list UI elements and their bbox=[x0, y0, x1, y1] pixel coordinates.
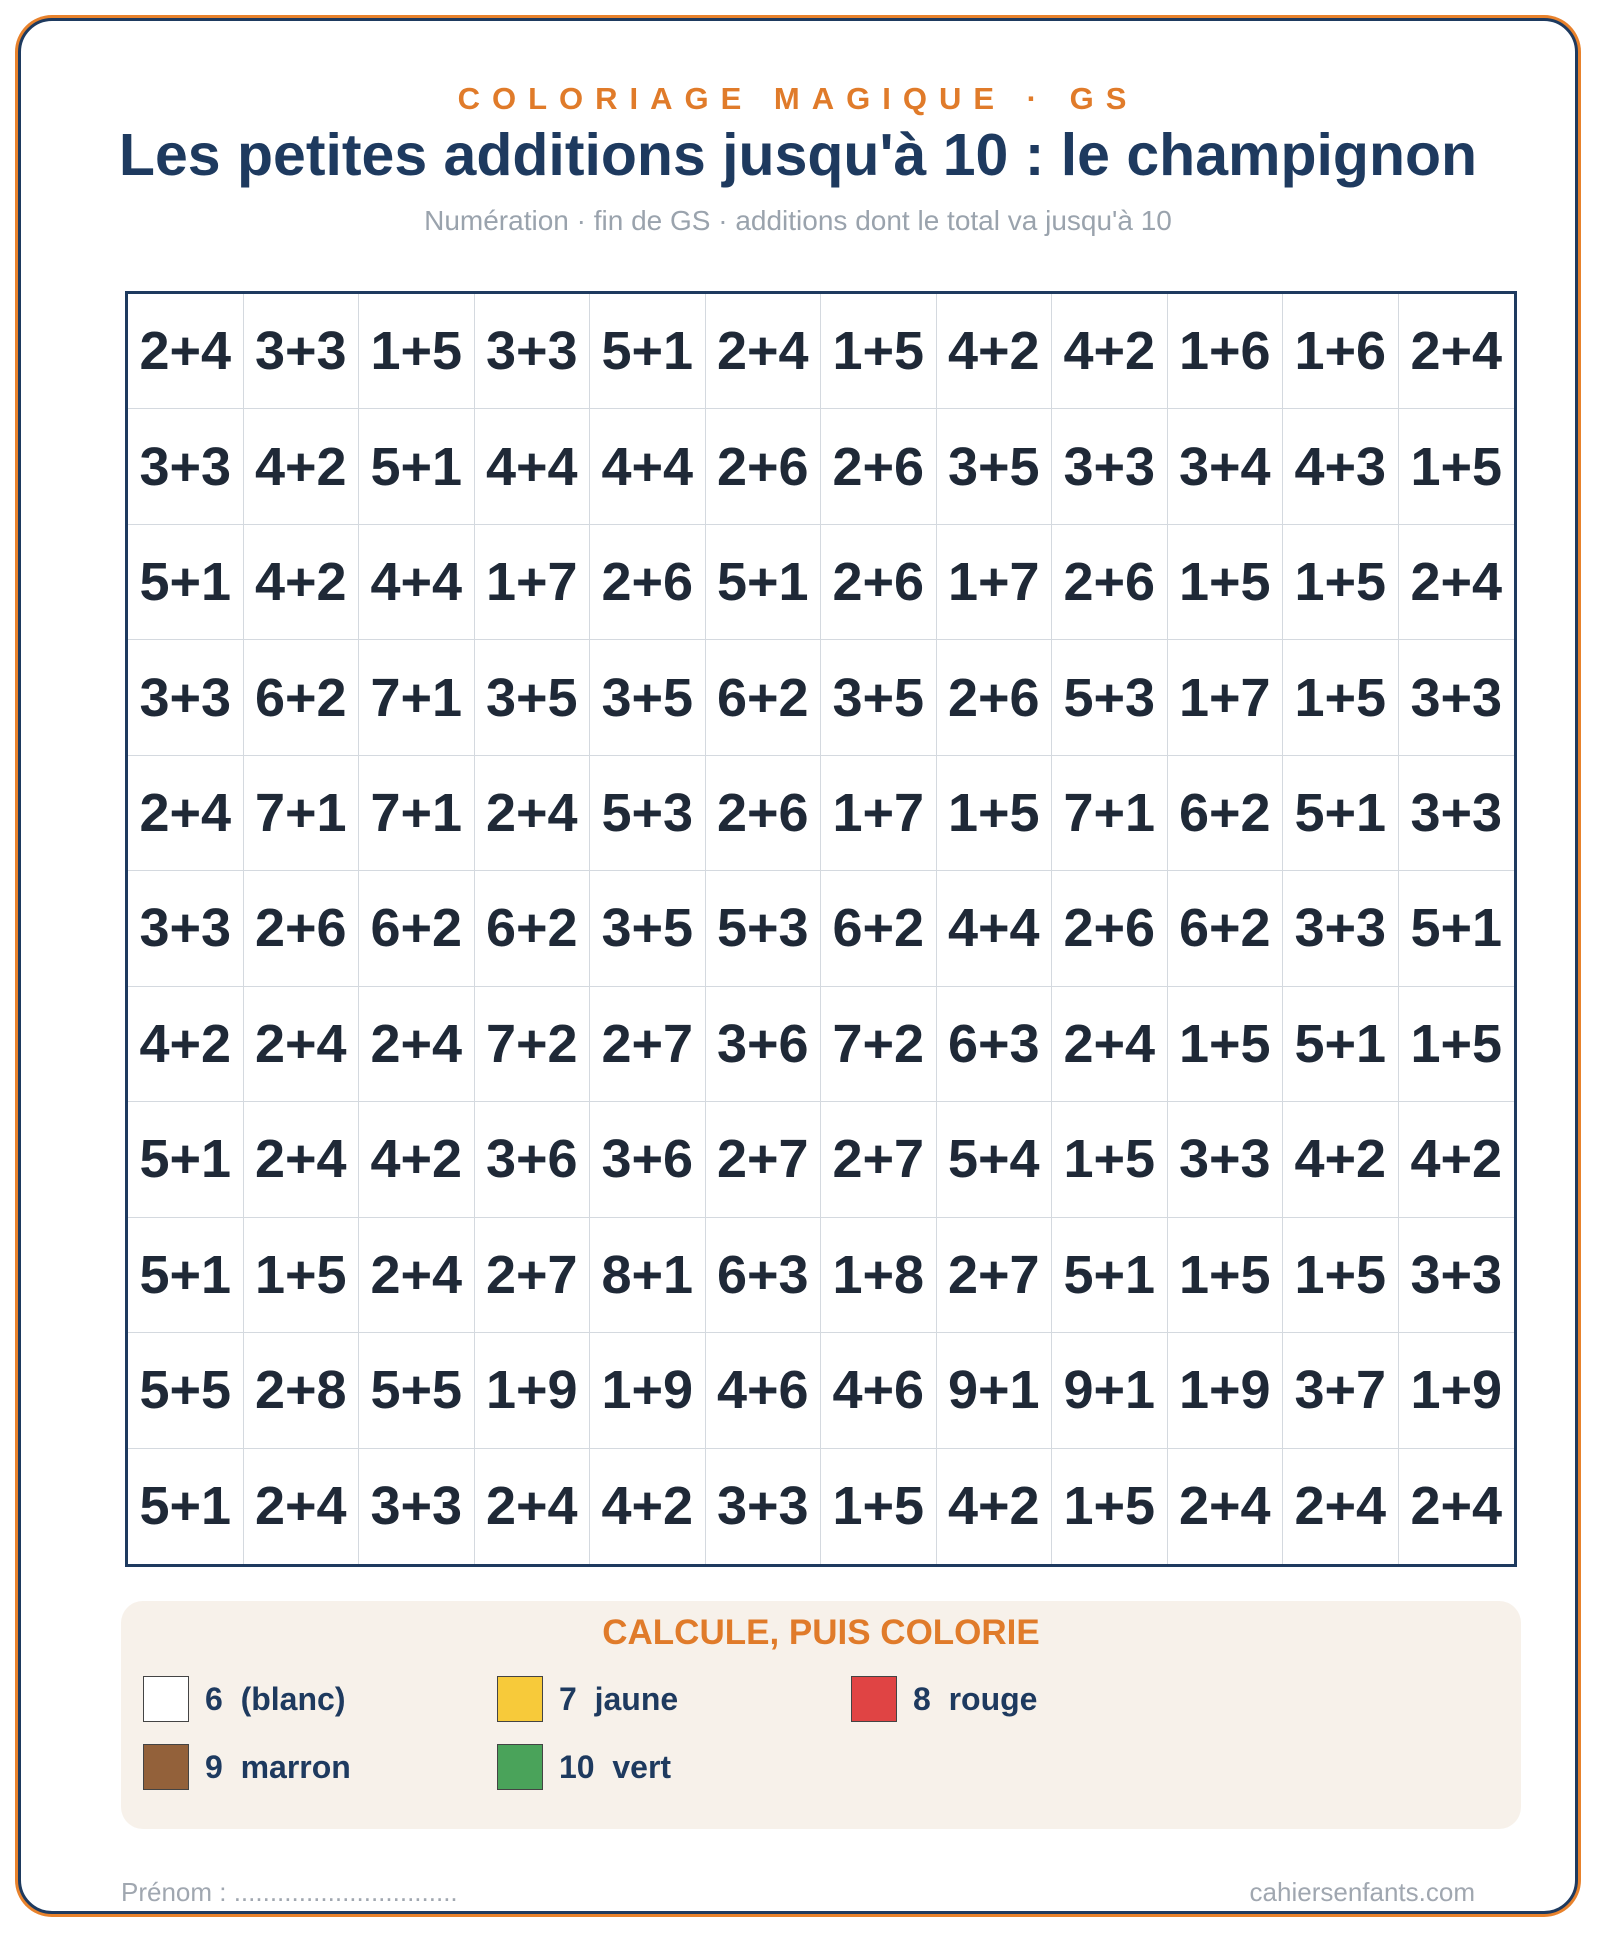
legend-label: 6 (blanc) bbox=[205, 1680, 346, 1717]
grid-cell[interactable]: 5+1 bbox=[359, 409, 475, 524]
grid-cell[interactable]: 5+3 bbox=[1052, 640, 1168, 755]
grid-cell[interactable]: 1+5 bbox=[821, 294, 937, 409]
grid-cell[interactable]: 4+6 bbox=[821, 1333, 937, 1448]
grid-cell[interactable]: 3+3 bbox=[1399, 1218, 1515, 1333]
grid-cell[interactable]: 4+2 bbox=[359, 1102, 475, 1217]
grid-cell[interactable]: 4+2 bbox=[1399, 1102, 1515, 1217]
grid-cell[interactable]: 5+1 bbox=[1052, 1218, 1168, 1333]
grid-cell[interactable]: 9+1 bbox=[1052, 1333, 1168, 1448]
legend-item-white bbox=[143, 1675, 345, 1723]
grid-cell[interactable]: 1+7 bbox=[821, 756, 937, 871]
grid-cell[interactable]: 1+5 bbox=[1052, 1449, 1168, 1564]
worksheet-frame bbox=[18, 18, 1578, 1914]
grid-cell[interactable]: 1+5 bbox=[821, 1449, 937, 1564]
grid-cell[interactable]: 1+7 bbox=[937, 525, 1053, 640]
legend-label: 7 jaune bbox=[559, 1680, 679, 1717]
grid-cell[interactable]: 4+2 bbox=[937, 1449, 1053, 1564]
grid-cell[interactable]: 1+5 bbox=[359, 294, 475, 409]
grid-cell[interactable]: 3+5 bbox=[475, 640, 591, 755]
grid-cell[interactable]: 8+1 bbox=[590, 1218, 706, 1333]
grid-cell[interactable]: 5+5 bbox=[359, 1333, 475, 1448]
grid-cell[interactable]: 3+3 bbox=[244, 294, 360, 409]
grid-cell[interactable]: 5+1 bbox=[128, 525, 244, 640]
swatch-yellow bbox=[497, 1676, 543, 1722]
grid-cell[interactable]: 2+4 bbox=[128, 294, 244, 409]
grid-cell[interactable]: 2+8 bbox=[244, 1333, 360, 1448]
grid-cell[interactable]: 2+4 bbox=[359, 1218, 475, 1333]
grid-cell[interactable]: 7+1 bbox=[244, 756, 360, 871]
grid-cell[interactable]: 1+9 bbox=[475, 1333, 591, 1448]
grid-cell[interactable]: 3+3 bbox=[1052, 409, 1168, 524]
grid-cell[interactable]: 5+5 bbox=[128, 1333, 244, 1448]
grid-cell[interactable]: 3+3 bbox=[1283, 871, 1399, 986]
grid-cell[interactable]: 2+6 bbox=[590, 525, 706, 640]
grid-cell[interactable]: 4+6 bbox=[706, 1333, 822, 1448]
grid-cell[interactable]: 1+7 bbox=[475, 525, 591, 640]
grid-cell[interactable]: 3+5 bbox=[821, 640, 937, 755]
color-legend bbox=[121, 1601, 1521, 1829]
grid-cell[interactable]: 5+1 bbox=[128, 1102, 244, 1217]
grid-cell[interactable]: 1+5 bbox=[1168, 987, 1284, 1102]
grid-cell[interactable]: 2+4 bbox=[1399, 294, 1515, 409]
grid-cell[interactable]: 5+1 bbox=[1399, 871, 1515, 986]
swatch-brown bbox=[143, 1744, 189, 1790]
grid-cell[interactable]: 6+2 bbox=[1168, 756, 1284, 871]
grid-cell[interactable]: 2+4 bbox=[1410, 1476, 1503, 1537]
grid-cell[interactable]: 6+2 bbox=[475, 871, 591, 986]
grid-cell[interactable]: 2+7 bbox=[821, 1102, 937, 1217]
grid-cell[interactable]: 3+6 bbox=[590, 1102, 706, 1217]
grid-cell[interactable]: 3+3 bbox=[1399, 640, 1515, 755]
grid-cell[interactable]: 3+3 bbox=[359, 1449, 475, 1564]
grid-cell[interactable]: 7+2 bbox=[821, 987, 937, 1102]
legend-label: 10 vert bbox=[559, 1748, 672, 1785]
grid-cell[interactable]: 2+6 bbox=[1052, 871, 1168, 986]
grid-cell[interactable]: 2+7 bbox=[937, 1218, 1053, 1333]
grid-cell[interactable]: 3+3 bbox=[128, 871, 244, 986]
grid-cell[interactable]: 7+1 bbox=[359, 756, 475, 871]
grid-cell[interactable]: 6+2 bbox=[1168, 871, 1284, 986]
grid-cell[interactable]: 2+4 bbox=[244, 1449, 360, 1564]
grid-cell[interactable]: 1+5 bbox=[1283, 640, 1399, 755]
grid-cell[interactable]: 1+9 bbox=[1168, 1333, 1284, 1448]
grid-cell[interactable]: 3+3 bbox=[706, 1449, 822, 1564]
grid-cell[interactable]: 3+3 bbox=[128, 640, 244, 755]
grid-cell[interactable]: 1+5 bbox=[937, 756, 1053, 871]
grid-cell[interactable]: 5+3 bbox=[706, 871, 822, 986]
grid-cell[interactable]: 3+3 bbox=[1399, 756, 1515, 871]
grid-cell[interactable]: 1+5 bbox=[1052, 1102, 1168, 1217]
grid-cell[interactable]: 2+4 bbox=[475, 1449, 591, 1564]
worksheet-title: Les petites additions jusqu'à 10 : le champignon bbox=[118, 122, 1478, 188]
grid-cell[interactable]: 2+4 bbox=[128, 756, 244, 871]
grid-cell[interactable]: 2+4 bbox=[359, 987, 475, 1102]
grid-cell[interactable]: 3+5 bbox=[590, 640, 706, 755]
grid-cell[interactable]: 2+6 bbox=[821, 409, 937, 524]
grid-cell[interactable]: 1+7 bbox=[1168, 640, 1284, 755]
grid-cell[interactable]: 1+5 bbox=[1168, 1218, 1284, 1333]
grid-cell[interactable]: 6+3 bbox=[937, 987, 1053, 1102]
grid-cell[interactable]: 3+5 bbox=[937, 409, 1053, 524]
grid-cell[interactable]: 4+4 bbox=[937, 871, 1053, 986]
grid-cell[interactable]: 1+5 bbox=[244, 1218, 360, 1333]
grid-cell[interactable]: 4+3 bbox=[1283, 409, 1399, 524]
grid-cell[interactable]: 2+6 bbox=[706, 756, 822, 871]
grid-cell[interactable]: 1+5 bbox=[1283, 1218, 1399, 1333]
legend-item-red bbox=[851, 1675, 1037, 1723]
grid-cell[interactable]: 4+2 bbox=[128, 987, 244, 1102]
grid-cell[interactable]: 7+1 bbox=[359, 640, 475, 755]
grid-cell[interactable]: 5+1 bbox=[590, 294, 706, 409]
legend-label: 9 marron bbox=[205, 1748, 351, 1785]
grid-cell[interactable]: 4+4 bbox=[475, 409, 591, 524]
grid-cell[interactable]: 2+6 bbox=[244, 871, 360, 986]
grid-cell[interactable]: 2+4 bbox=[1168, 1449, 1284, 1564]
grid-cell[interactable]: 2+7 bbox=[590, 987, 706, 1102]
grid-cell[interactable]: 2+7 bbox=[706, 1102, 822, 1217]
coloring-grid bbox=[125, 291, 1517, 1567]
grid-cell[interactable]: 1+9 bbox=[1399, 1333, 1515, 1448]
grid-cell[interactable]: 3+6 bbox=[475, 1102, 591, 1217]
grid-cell[interactable]: 5+1 bbox=[128, 1218, 244, 1333]
grid-cell[interactable]: 2+6 bbox=[1052, 525, 1168, 640]
grid-cell[interactable]: 2+4 bbox=[706, 294, 822, 409]
grid-cell[interactable]: 1+6 bbox=[1283, 294, 1399, 409]
grid-cell[interactable]: 4+4 bbox=[359, 525, 475, 640]
grid-cell[interactable]: 4+4 bbox=[590, 409, 706, 524]
grid-cell[interactable]: 5+1 bbox=[1283, 987, 1399, 1102]
swatch-white bbox=[143, 1676, 189, 1722]
grid-cell[interactable]: 6+2 bbox=[244, 640, 360, 755]
grid-cell[interactable]: 2+6 bbox=[937, 640, 1053, 755]
grid-cell[interactable]: 2+4 bbox=[244, 1102, 360, 1217]
grid-cell[interactable]: 1+5 bbox=[1168, 525, 1284, 640]
worksheet-kicker: COLORIAGE MAGIQUE · GS bbox=[457, 81, 1139, 116]
grid-cell[interactable]: 4+2 bbox=[244, 525, 360, 640]
site-credit: cahiersenfants.com bbox=[1249, 1877, 1475, 1907]
grid-cell[interactable]: 2+4 bbox=[1052, 987, 1168, 1102]
grid-cell[interactable]: 5+4 bbox=[937, 1102, 1053, 1217]
grid-cell[interactable]: 5+1 bbox=[1283, 756, 1399, 871]
grid-cell[interactable]: 2+7 bbox=[475, 1218, 591, 1333]
legend-item-brown bbox=[143, 1743, 351, 1791]
grid-cell[interactable]: 3+3 bbox=[128, 409, 244, 524]
grid-cell[interactable]: 9+1 bbox=[937, 1333, 1053, 1448]
grid-cell[interactable]: 2+4 bbox=[475, 756, 591, 871]
grid-cell[interactable]: 5+1 bbox=[706, 525, 822, 640]
grid-cell[interactable]: 5+1 bbox=[128, 1449, 244, 1564]
grid-cell[interactable]: 3+5 bbox=[590, 871, 706, 986]
legend-item-yellow bbox=[497, 1675, 678, 1723]
grid-cell[interactable]: 3+6 bbox=[706, 987, 822, 1102]
grid-cell[interactable]: 3+7 bbox=[1283, 1333, 1399, 1448]
grid-cell[interactable]: 2+4 bbox=[244, 987, 360, 1102]
grid-cell[interactable]: 6+2 bbox=[359, 871, 475, 986]
grid-cell[interactable]: 4+2 bbox=[590, 1449, 706, 1564]
grid-cell[interactable]: 1+6 bbox=[1168, 294, 1284, 409]
grid-cell[interactable]: 2+4 bbox=[1399, 525, 1515, 640]
worksheet-subtitle: Numération · fin de GS · additions dont le total va jusqu'à 10 bbox=[424, 205, 1172, 236]
grid-cell[interactable]: 5+3 bbox=[590, 756, 706, 871]
grid-cell[interactable]: 1+8 bbox=[821, 1218, 937, 1333]
grid-cell[interactable]: 6+2 bbox=[821, 871, 937, 986]
grid-cell[interactable]: 6+2 bbox=[706, 640, 822, 755]
legend-label: 8 rouge bbox=[913, 1680, 1038, 1717]
grid-cell[interactable]: 7+1 bbox=[1052, 756, 1168, 871]
swatch-green bbox=[497, 1744, 543, 1790]
grid-cell[interactable]: 4+2 bbox=[244, 409, 360, 524]
grid-cell[interactable]: 3+4 bbox=[1168, 409, 1284, 524]
grid-cell[interactable]: 1+5 bbox=[1283, 525, 1399, 640]
grid-cell[interactable]: 1+5 bbox=[1399, 409, 1515, 524]
grid-cell[interactable]: 6+3 bbox=[706, 1218, 822, 1333]
grid-cell[interactable]: 4+2 bbox=[1283, 1102, 1399, 1217]
grid-cell[interactable]: 2+6 bbox=[706, 409, 822, 524]
grid-cell[interactable]: 3+3 bbox=[1168, 1102, 1284, 1217]
grid-cell[interactable]: 4+2 bbox=[937, 294, 1053, 409]
grid-cell[interactable]: 3+3 bbox=[475, 294, 591, 409]
grid-cell[interactable]: 1+5 bbox=[1399, 987, 1515, 1102]
name-field[interactable]: Prénom : ............................... bbox=[121, 1877, 458, 1907]
legend-item-green bbox=[497, 1743, 671, 1791]
grid-cell[interactable]: 2+4 bbox=[1283, 1449, 1399, 1564]
legend-title: CALCULE, PUIS COLORIE bbox=[602, 1613, 1040, 1652]
grid-cell[interactable]: 4+2 bbox=[1052, 294, 1168, 409]
swatch-red bbox=[851, 1676, 897, 1722]
grid-cell[interactable]: 7+2 bbox=[475, 987, 591, 1102]
grid-cell[interactable]: 2+6 bbox=[821, 525, 937, 640]
grid-cell[interactable]: 1+9 bbox=[590, 1333, 706, 1448]
